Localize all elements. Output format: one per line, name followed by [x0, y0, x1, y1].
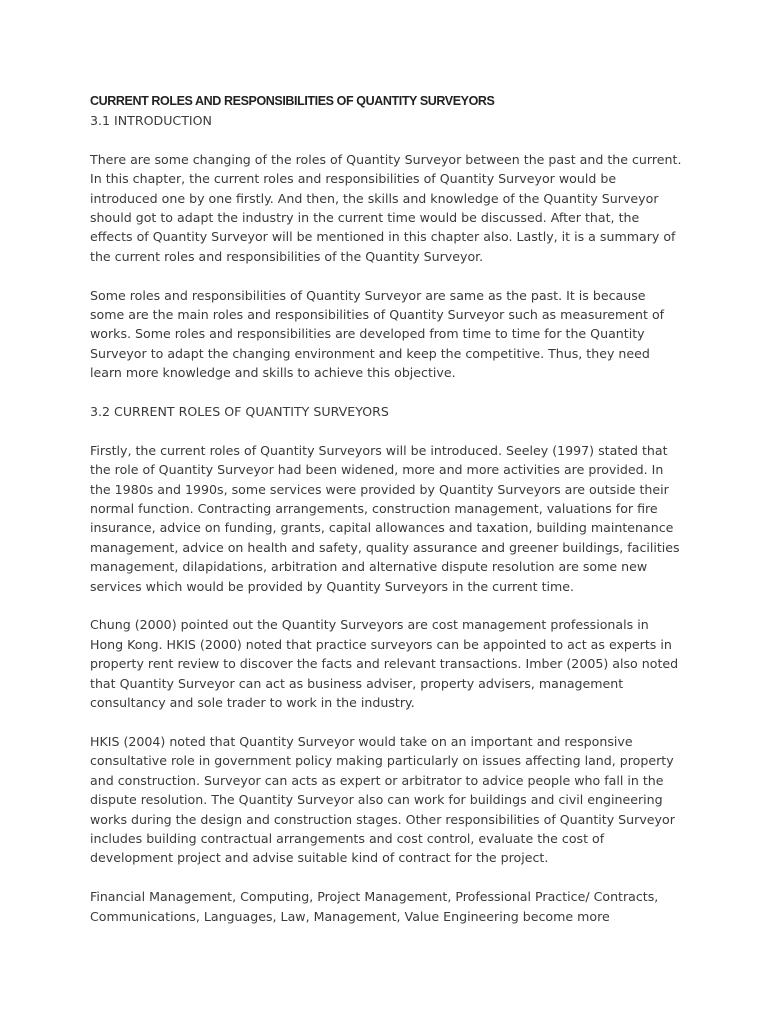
document-page — [90, 92, 682, 945]
paragraph: Firstly, the current roles of Quantity Surveyors will be introduced. Seeley (1997) stated that the role of Quantity Surveyor had been widened, more and more activities are provided. In the 1980s and 1990s, some services were provided by Quantity Surveyors are outside their normal function. Contracting arrangements, construction management, valuations for fire insurance, advice on funding, grants, capital allowances and taxation, building maintenance management, advice on health and safety, quality assurance and greener buildings, facilities management, dilapidations, arbitration and alternative dispute resolution are some new services which would be provided by Quantity Surveyors in the current time. — [90, 442, 680, 594]
spacer — [90, 130, 682, 149]
document-title: CURRENT ROLES AND RESPONSIBILITIES OF QUANTITY SURVEYORS — [90, 94, 495, 108]
paragraph: Financial Management, Computing, Project Management, Professional Practice/ Contracts, Communications, Languages, Law, Management, Value Engineering become more — [90, 889, 659, 924]
paragraph: There are some changing of the roles of Quantity Surveyor between the past and the current. In this chapter, the current roles and responsibilities of Quantity Surveyor would be introduced one by one firstly. And then, the skills and knowledge of the Quantity Surveyor should got to adapt the industry in the current time would be discussed. After that, the effects of Quantity Surveyor will be mentioned in this chapter also. Lastly, it is a summary of the current roles and responsibilities of the Quantity Surveyor. — [90, 151, 682, 264]
paragraph: HKIS (2004) noted that Quantity Surveyor would take on an important and responsive consultative role in government policy making particularly on issues affecting land, property and construction. Surveyor can acts as expert or arbitrator to advice people who fall in the dispute resolution. The Quantity Surveyor also can work for buildings and civil engineering works during the design and construction stages. Other responsibilities of Quantity Surveyor includes building contractual arrangements and cost control, evaluate the cost of development project and advise suitable kind of contract for the project. — [90, 733, 675, 866]
paragraph: Chung (2000) pointed out the Quantity Surveyors are cost management professionals in Hong Kong. HKIS (2000) noted that practice surveyors can be appointed to act as experts in property rent review to discover the facts and relevant transactions. Imber (2005) also noted that Quantity Surveyor can act as business adviser, property advisers, management consultancy and sole trader to work in the industry. — [90, 617, 679, 711]
section-heading-current-roles: 3.2 CURRENT ROLES OF QUANTITY SURVEYORS — [90, 404, 389, 420]
section-heading-introduction: 3.1 INTRODUCTION — [90, 113, 212, 128]
paragraph: Some roles and responsibilities of Quantity Surveyor are same as the past. It is because some are the main roles and responsibilities of Quantity Surveyor such as measurement of works. Some roles and responsibilities are developed from time to time for the Quantity Surveyor to adapt the changing environment and keep the competitive. Thus, they need learn more knowledge and skills to achieve this objective. — [90, 287, 665, 381]
